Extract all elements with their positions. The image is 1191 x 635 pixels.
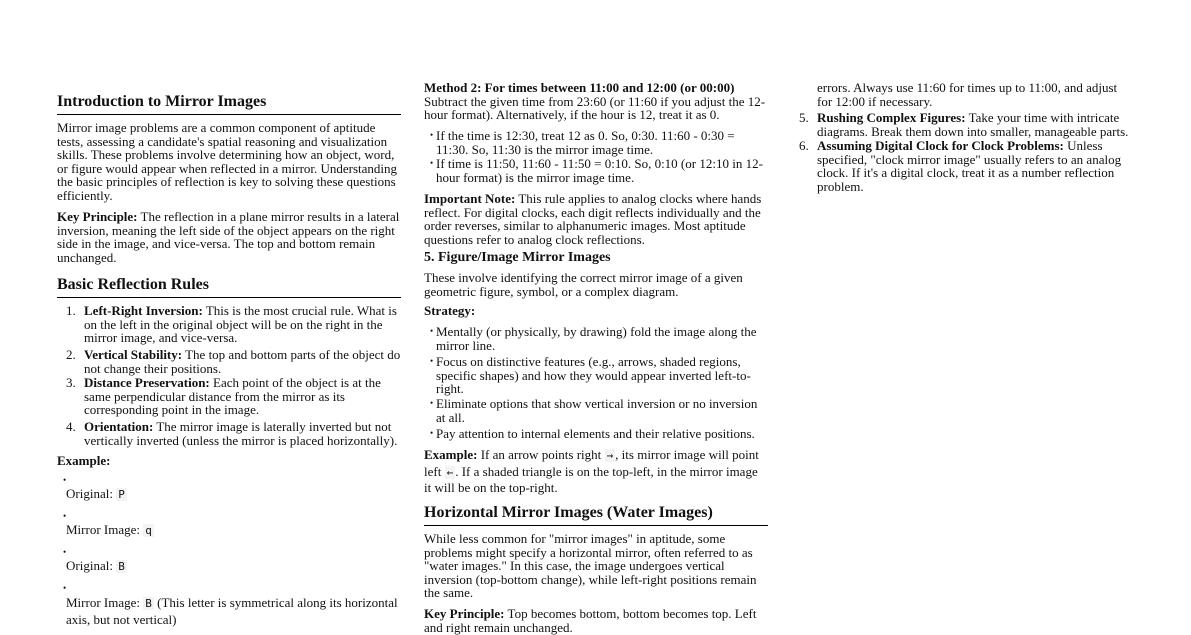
rules-heading: Basic Reflection Rules [57,277,401,298]
important-note-text: This rule applies to analog clocks where hands reflect. For digital clocks, each digit reflects individually and the order reverses, similar to alphanumeric images. Most aptitude questions refer to analog clock reflections. [424,191,762,247]
pitfall-item-6 [799,138,1133,194]
rule-label: Orientation: [84,419,154,434]
rule-label: Distance Preservation: [84,375,210,390]
key-principle-paragraph [57,210,401,264]
rule-item-4 [66,419,401,448]
pitfall-text: Take your time with intricate diagrams. Break them down into smaller, manageable parts. [817,110,1129,139]
rule-text: The mirror image is laterally inverted but not vertically inverted (unless the mirror is placed horizontally). [84,419,398,448]
rule-text: This is the most crucial rule. What is on the left in the original object will be on the right in the mirror image, and vice-versa. [84,303,397,345]
method2-text: Subtract the given time from 23:60 (or 11:60 if you adjust the 12-hour format). Alternatively, if the hour is 12, treat it as 0. [424,93,766,122]
rule-number: 1. [66,303,76,318]
pitfall-text: Unless specified, "clock mirror image" usually refers to an analog clock. If it's a digital clock, treat it as a number reflection problem. [817,138,1122,194]
rule-item-1 [66,303,401,345]
important-note-label: Important Note: [424,191,516,206]
bullet-dot: • [63,475,67,485]
horizontal-heading: Horizontal Mirror Images (Water Images) [424,505,768,526]
bullet-dot: • [63,583,67,593]
method2-bullet-1: • If the time is 12:30, treat 12 as 0. So, 0:30. 11:60 - 0:30 = 11:30. So, 11:30 is the mirror image time. [430,128,735,157]
important-note-paragraph [424,192,768,246]
method2-bullet-2: • If time is 11:50, 11:60 - 11:50 = 0:10. So, 0:10 (or 12:10 in 12-hour format) is the mirror image time. [430,156,763,185]
key-principle-text: The reflection in a plane mirror results in a lateral inversion, meaning the left side of the object appears on the right side in the image, and vice-versa. The top and bottom remain unchanged. [57,209,400,265]
rule-text: Each point of the object is at the same perpendicular distance from the mirror as its corresponding point in the image. [84,375,381,417]
rule-text: The top and bottom parts of the object do not change their positions. [84,347,401,376]
horizontal-key-paragraph: Key Principle: Top becomes bottom, bottom becomes top. Left and right remain unchanged. [424,606,757,635]
strategy-label: Strategy: [424,303,476,318]
strategy-bullet-2: • Focus on distinctive features (e.g., arrows, shaded regions, specific shapes) and how they would appear inverted left-to-right. [430,354,751,396]
rule-item-3 [66,375,401,417]
example-code: B [145,597,152,610]
intro-paragraph: Mirror image problems are a common component of aptitude tests, assessing a candidate's spatial reasoning and visualization skills. These problems involve determining how an object, word, or figure would appear when reflected in a mirror. Understanding the basic principles of reflection is key to solving these questions efficiently. [57,120,398,203]
pitfall-item-5 [799,110,1133,139]
figure-example-paragraph: Example: If an arrow points right → , its mirror image will point left ← . If a shaded triangle is on the top-left, in the mirror image it will be on the top-right. [424,447,759,495]
pitfall-number: 5. [799,110,809,125]
rule-number: 4. [66,419,76,434]
arrow-left-icon: ← [446,465,454,479]
example-item-label: Original: [66,558,113,573]
example-item-1 [66,487,396,502]
example-item-2 [66,523,396,538]
strategy-bullet-4: • Pay attention to internal elements and their relative positions. [430,426,755,441]
example-item-label: Original: [66,486,113,501]
pitfall-label: Assuming Digital Clock for Clock Problems: [817,138,1064,153]
example-item-tail: (This letter is symmetrical along its horizontal axis, but not vertical) [66,595,398,627]
method2-title: Method 2: For times between 11:00 and 12:00 (or 00:00) [424,80,735,95]
arrow-right-icon: → [606,449,614,462]
key-principle-label: Key Principle: [57,209,138,224]
intro-heading: Introduction to Mirror Images [57,94,401,115]
figure-paragraph: These involve identifying the correct mirror image of a given geometric figure, symbol, or a complex diagram. [424,270,743,299]
example-item-label: Mirror Image: [66,595,141,610]
pitfall-number: 6. [799,138,809,153]
bullet-dot: • [63,511,67,521]
bullet-dot: • [63,547,67,557]
horizontal-key-label: Key Principle: [424,606,505,621]
rule-item-2 [66,347,401,376]
continued-text: errors. Always use 11:60 for times up to 11:00, and adjust for 12:00 if necessary. [817,80,1118,109]
rule-label: Left-Right Inversion: [84,303,203,318]
method2-paragraph [424,81,768,122]
rule-number: 2. [66,347,76,362]
example-code: q [145,524,152,537]
figure-heading: 5. Figure/Image Mirror Images [424,250,611,265]
example-code: B [118,560,125,573]
example-code: P [118,488,125,501]
figure-example-label: Example: [424,447,478,462]
rule-label: Vertical Stability: [84,347,183,362]
strategy-bullet-1: • Mentally (or physically, by drawing) fold the image along the mirror line. [430,324,757,353]
example-item-4 [66,595,400,628]
example-label: Example: [57,453,111,468]
strategy-bullet-3: • Eliminate options that show vertical inversion or no inversion at all. [430,396,758,425]
rule-number: 3. [66,375,76,390]
example-item-3 [66,559,396,574]
pitfall-label: Rushing Complex Figures: [817,110,966,125]
horizontal-paragraph: While less common for "mirror images" in aptitude, some problems might specify a horizontal mirror, often referred to as "water images." In this case, the image undergoes vertical inversion (top-bottom change), while left-right positions remain the same. [424,531,757,600]
example-item-label: Mirror Image: [66,522,141,537]
